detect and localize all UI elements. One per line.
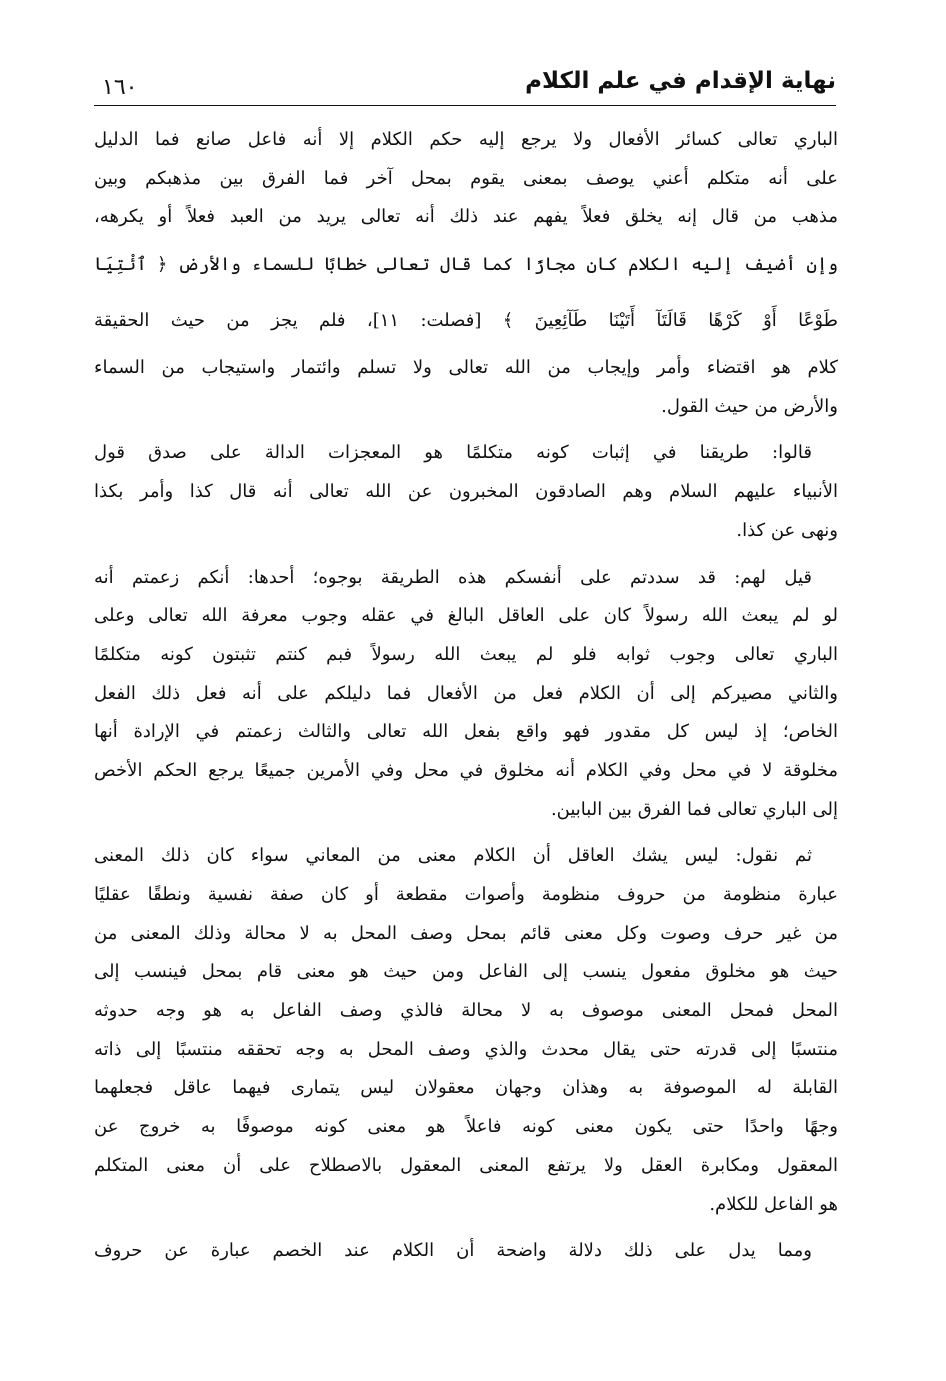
quran-verse-line: طَوْعًا أَوْ كَرْهًا قَالَتَآ أَتَيْنَا طَآئِعِينَ ﴾ [فصلت: ١١]، فلم يجز من حيث الحقيقة xyxy=(94,310,838,332)
paragraph xyxy=(94,1232,838,1271)
text-line: عبارة منظومة من حروف منظومة وأصوات مقطعة أو كان صفة نفسية ونطقًا عقليًا xyxy=(94,884,838,905)
text-line: المعقول ومكابرة العقل ولا يرتفع المعنى المعقول بالاصطلاح على أن معنى المتكلم xyxy=(94,1154,838,1176)
text-line: مخلوقة لا في محل وفي الكلام أنه مخلوق في محل وفي الأمرين جميعًا يرجع الحكم الأخص xyxy=(94,759,838,781)
text-line: كلام هو اقتضاء وأمر وإيجاب من الله تعالى ولا تسلم وائتمار واستيجاب من السماء xyxy=(94,357,838,379)
book-title: نهاية الإقدام في علم الكلام xyxy=(525,68,836,94)
text-line: لو لم يبعث الله رسولاً كان على العاقل البالغ في عقله وجوب معرفة الله تعالى وعلى xyxy=(94,605,838,627)
text-line: إلى الباري تعالى فما الفرق بين البابين. xyxy=(550,798,838,820)
text-line: الخاص؛ إذ ليس كل مقدور فهو واقع بفعل الله تعالى والثالث زعمتم في الإرادة أنها xyxy=(94,721,838,743)
text-line: حيث هو مخلوق مفعول ينسب إلى الفاعل ومن حيث هو معنى قام بمحل فينسب إلى xyxy=(94,961,838,983)
text-line: ثم نقول: ليس يشك العاقل أن الكلام معنى من المعاني سواء كان ذلك المعنى xyxy=(94,845,812,867)
paragraph xyxy=(94,434,838,550)
text-line: وإن أضيف إليه الكلام كان مجازًا كما قال تعالى خطابًا للسماء والأرض ﴿ ٱئْتِيَا xyxy=(94,254,838,276)
text-line: ومما يدل على ذلك دلالة واضحة أن الكلام عند الخصم عبارة عن حروف xyxy=(94,1240,812,1262)
text-line: والثاني مصيركم إلى أن الكلام فعل من الأفعال فما دليلكم على أنه فعل ذلك الفعل xyxy=(94,682,838,704)
text-line: على أنه متكلم أعني يوصف بمعنى يقوم بمحل آخر فما الفرق بين مذهبكم وبين xyxy=(94,167,838,189)
text-line: قيل لهم: قد سددتم على أنفسكم هذه الطريقة بوجوه؛ أحدها: أنكم زعمتم أنه xyxy=(94,566,812,588)
page-number: ١٦٠ xyxy=(102,75,138,100)
text-line: هو الفاعل للكلام. xyxy=(709,1193,838,1215)
text-line: وجهًا واحدًا حتى يكون معنى كونه فاعلاً هو معنى كونه موصوفًا به خروج عن xyxy=(94,1116,838,1138)
text-line: الأنبياء عليهم السلام وهم الصادقون المخبرون عن الله تعالى أنه قال كذا وأمر بكذا xyxy=(94,481,838,503)
running-header xyxy=(94,62,836,106)
text-line: الباري تعالى وجوب ثوابه فلو لم يبعث الله رسولاً فبم كنتم تثبتون كونه متكلمًا xyxy=(94,643,838,665)
text-line: ونهى عن كذا. xyxy=(736,519,838,541)
text-line: الباري تعالى كسائر الأفعال ولا يرجع إليه حكم الكلام إلا أنه فاعل صانع فما الدليل xyxy=(94,129,838,150)
text-line: قالوا: طريقنا في إثبات كونه متكلمًا هو المعجزات الدالة على صدق قول xyxy=(94,442,812,464)
paragraph xyxy=(94,121,838,426)
text-line: والأرض من حيث القول. xyxy=(661,395,838,417)
text-line: منتسبًا إلى قدرته حتى يقال محدث والذي وصف المحل به وجه تحققه منتسبًا إلى ذاته xyxy=(94,1038,838,1060)
main-text xyxy=(94,121,838,1279)
text-line: المحل فمحل المعنى موصوف به لا محالة فالذي وصف الفاعل به هو وجه حدوثه xyxy=(94,1000,838,1022)
text-line: القابلة له الموصوفة به وهذان وجهان معقولان ليس يتمارى فيهما عاقل فجعلهما xyxy=(94,1077,838,1099)
paragraph xyxy=(94,837,838,1224)
text-line: من غير حرف وصوت وكل معنى قائم بمحل وصف المحل به لا محالة وذلك المعنى من xyxy=(94,922,838,944)
paragraph xyxy=(94,559,838,830)
text-line: مذهب من قال إنه يخلق فعلاً يفهم عند ذلك أنه تعالى يريد من العبد فعلاً أو يكرهه، xyxy=(94,206,838,228)
header-rule xyxy=(94,105,836,106)
